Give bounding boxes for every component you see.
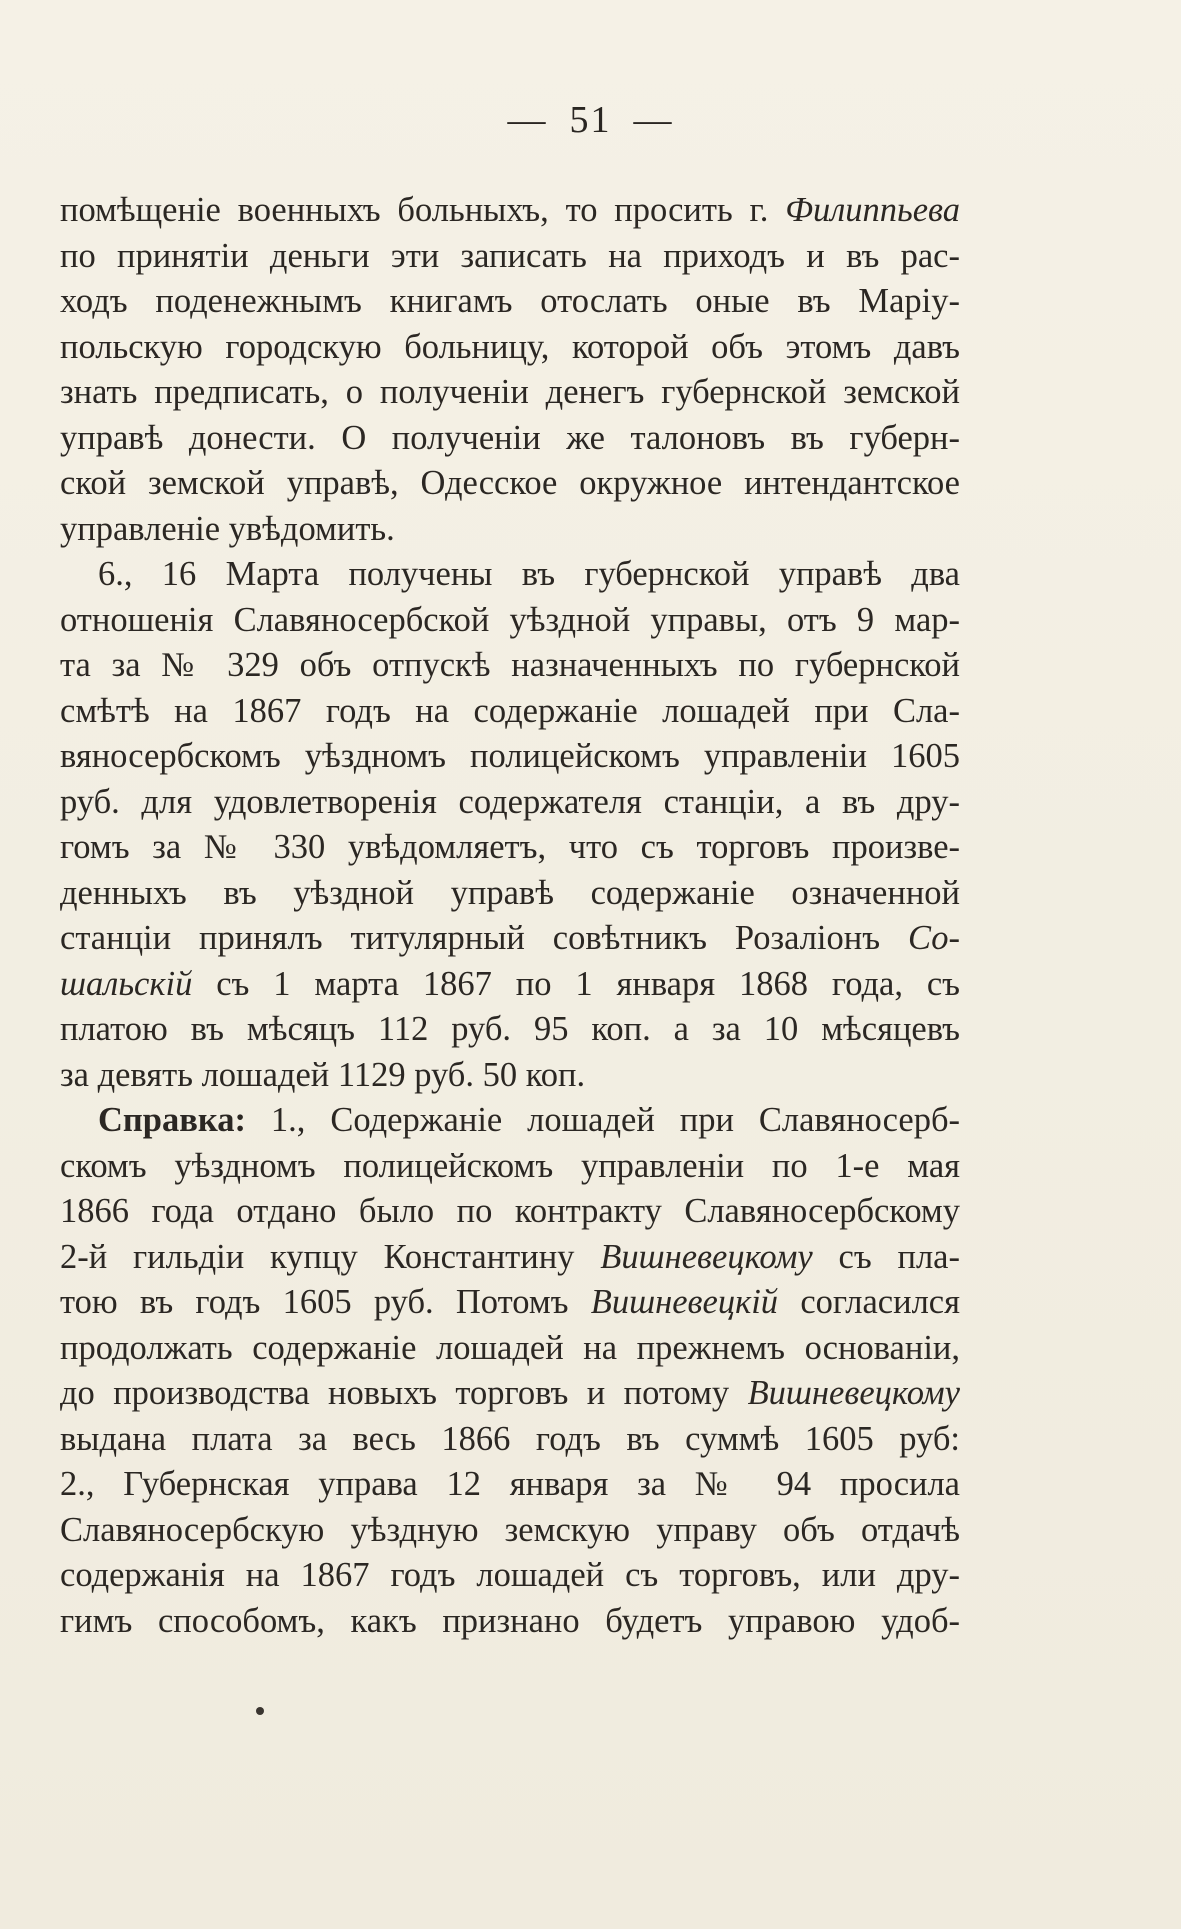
header-dash-left: — xyxy=(507,99,548,141)
text-line: руб. для удовлетворенія содержателя станціи, а въ дру- xyxy=(60,782,960,821)
text-line: смѣтѣ на 1867 годъ на содержаніе лошадей при Сла- xyxy=(60,691,960,730)
text-line: знать предписать, о полученіи денегъ губернской земской xyxy=(60,373,960,411)
text-line: гимъ способомъ, какъ признано будетъ управою удоб- xyxy=(60,1601,960,1640)
text-line: отношенія Славяносербской уѣздной управы, отъ 9 мар- xyxy=(60,600,960,639)
paragraph-start-line: 6., 16 Марта получены въ губернской управѣ два xyxy=(98,555,960,593)
text-line: за девять лошадей 1129 руб. 50 коп. xyxy=(60,1055,586,1094)
text-line: 1866 года отдано было по контракту Славяносербскому xyxy=(60,1192,960,1230)
text-line: вяносербскомъ уѣздномъ полицейскомъ управленіи 1605 xyxy=(60,737,960,775)
line-text: тою въ годъ 1605 руб. Потомъ xyxy=(60,1283,591,1321)
surname-soshalsky-part2: шальскій xyxy=(60,964,193,1003)
text-line: выдана плата за весь 1866 годъ въ суммѣ 1605 руб: xyxy=(60,1419,960,1458)
line-text: 2-й гильдіи купцу Константину xyxy=(60,1237,601,1276)
text-line: ходъ поденежнымъ книгамъ отослать оные въ Маріу- xyxy=(60,282,960,320)
text-line: платою въ мѣсяцъ 112 руб. 95 коп. а за 10 мѣсяцевъ xyxy=(60,1010,960,1048)
text-line: та за № 329 объ отпускѣ назначенныхъ по губернской xyxy=(60,646,960,684)
text-line xyxy=(60,188,960,234)
text-line: 2., Губернская управа 12 января за № 94 просила xyxy=(60,1465,960,1503)
line-text: 1., Содержаніе лошадей при Славяносерб- xyxy=(245,1101,960,1139)
text-line xyxy=(60,1235,960,1281)
surname-vishnevetsky: Вишневецкій xyxy=(590,1283,779,1321)
text-line: продолжать содержаніе лошадей на прежнемъ основаніи, xyxy=(60,1328,960,1367)
header-dash-right: — xyxy=(633,99,674,141)
line-text: съ 1 марта 1867 по 1 января 1868 года, съ xyxy=(192,964,960,1003)
text-line: гомъ за № 330 увѣдомляетъ, что съ торговъ произве- xyxy=(60,828,960,866)
text-line: управленіе увѣдомить. xyxy=(60,509,395,548)
text-line: скомъ уѣздномъ полицейскомъ управленіи по 1-е мая xyxy=(60,1146,960,1185)
reference-label: Справка: xyxy=(98,1101,246,1139)
surname-filippyev: Филиппьева xyxy=(785,191,960,229)
line-text: станціи принялъ титулярный совѣтникъ Розаліонъ xyxy=(60,919,908,957)
body-text xyxy=(60,188,960,1644)
line-text: помѣщеніе военныхъ больныхъ, то просить г. xyxy=(60,191,786,229)
text-line: польскую городскую больницу, которой объ этомъ давъ xyxy=(60,327,960,366)
text-line: содержанія на 1867 годъ лошадей съ торговъ, или дру- xyxy=(60,1556,960,1594)
ink-speck xyxy=(256,1707,264,1715)
text-line: денныхъ въ уѣздной управѣ содержаніе означенной xyxy=(60,873,960,912)
page-header xyxy=(0,98,1181,142)
page-number: 51 xyxy=(569,99,612,141)
text-line xyxy=(60,962,960,1008)
surname-vishnevetsky: Вишневецкому xyxy=(600,1237,813,1276)
surname-soshalsky-part1: Со- xyxy=(908,919,960,957)
text-line: Славяносербскую уѣздную земскую управу объ отдачѣ xyxy=(60,1510,960,1549)
text-line: ской земской управѣ, Одесское окружное интендантское xyxy=(60,464,960,502)
text-line: по принятіи деньги эти записать на приходъ и въ рас- xyxy=(60,236,960,275)
line-text: согласился xyxy=(778,1283,960,1321)
text-line xyxy=(60,1280,960,1326)
text-line xyxy=(60,1371,960,1417)
text-line xyxy=(60,916,960,962)
surname-vishnevetsky: Вишневецкому xyxy=(747,1374,960,1412)
line-text: до производства новыхъ торговъ и потому xyxy=(60,1374,748,1412)
line-text: съ пла- xyxy=(812,1237,960,1276)
text-line: управѣ донести. О полученіи же талоновъ въ губерн- xyxy=(60,418,960,457)
paragraph-start-line xyxy=(60,1098,960,1144)
